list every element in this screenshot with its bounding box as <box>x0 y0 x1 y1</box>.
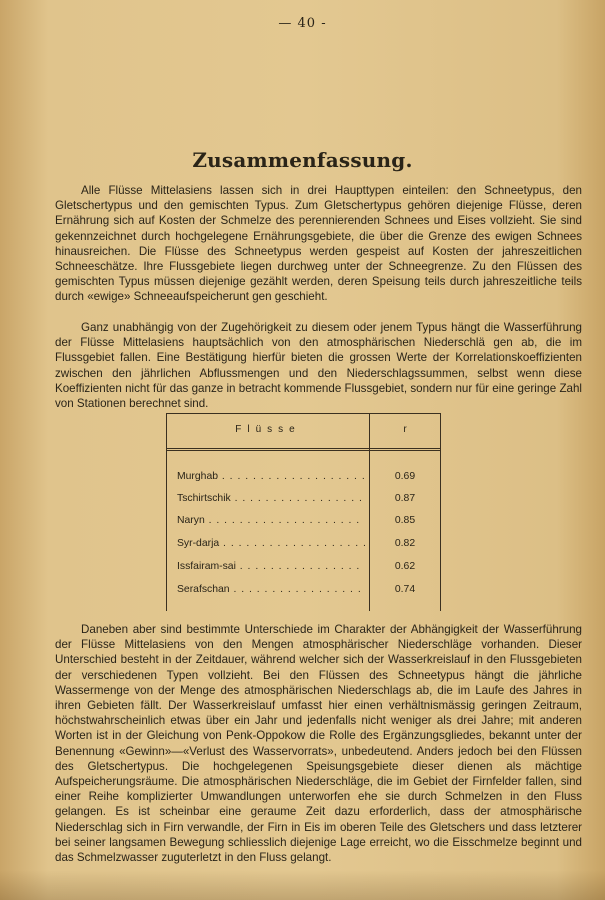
river-name: Syr-darja . . . <box>177 538 365 549</box>
paragraph-3: Daneben aber sind bestimmte Unterschiede im Charakter der Abhängigkeit der Wasserführung der Flüsse Mittelasiens von den Mengen atmosphärischer Niederschläge vorhanden. Dieser Unterschied besteht in der Zeitdauer, während welcher sich der Wasserkreislauf in den Flussgebieten der verschiedenen Typen vollzieht. Bei den Flüssen des Schneetypus hängt die jährliche Wassermenge von der Menge des atmosphärischen Niederschlags ab, die im Laufe des Jahres in ihren Gebieten fällt. Der Wasserkreislauf umfasst hier einen verhältnismässig geringen Zeitraum, höchstwahrscheinlich etwas über ein Jahr und jedenfalls nicht weniger als drei Jahre; mit anderen Worten ist in der Gleichung von Penk-Oppokow die Rolle des Ergänzungsgliedes, bekannt unter der Benennung «Gewinn»—«Verlust des Wasservorrats», unbedeutend. Anders jedoch bei den Flüssen des Gletschertypus. Die hochgelegenen Speisungsgebiete dieser dienen als mächtige Aufspeicherungsräume. Die atmosphärischen Niederschläge, die im Gebiet der Firnfelder fallen, sind einer Reihe komplizierter Umwandlungen unterworfen ehe sie durch Schmelzen in den Fluss gelangen. Es ist scheinbar eine geraume Zeit dazu erforderlich, dass der atmosphärische Niederschlag sich in Firn verwandle, der Firn in Eis im oberen Teile des Gletschers und dass letzterer bei seiner langsamen Bewegung schliesslich diejenige Lage erreicht, wo die Eisschmelze beginnt und das Schmelzwasser zuguterletzt in den Fluss gelangt. <box>55 623 582 865</box>
river-name: Serafschan . . . <box>177 584 365 595</box>
river-r-value: 0.74 <box>394 584 416 595</box>
table-header-rule <box>167 448 440 451</box>
table-header-r: r <box>403 424 407 435</box>
table-row <box>167 493 440 513</box>
river-r-value: 0.62 <box>394 561 416 572</box>
page-title: Zusammenfassung. <box>192 148 413 172</box>
river-name: Murghab . . . <box>177 471 365 482</box>
table-row <box>167 471 440 491</box>
page-number: — 40 - <box>278 16 327 31</box>
correlation-table <box>166 413 441 611</box>
river-r-value: 0.82 <box>394 538 416 549</box>
table-row <box>167 538 440 558</box>
table-row <box>167 584 440 604</box>
river-r-value: 0.69 <box>394 471 416 482</box>
paragraph-1: Alle Flüsse Mittelasiens lassen sich in drei Haupttypen einteilen: den Schneetypus, den Gletschertypus und den gemischten Typus. Zum Gletschertypus gehören diejenige Flüsse, deren Ernährung sich auf Kosten der Schmelze des perennierenden Schnees und Eises vollzieht. Sie sind gekennzeichnet durch hochgelegene Ernährungsgebiete, die über die Grenze des ewigen Schnees hinausreichen. Die Flüsse des Schneetypus werden gespeist auf Kosten der jahreszeitlichen Schneeschätze. Ihre Flussgebiete liegen durchweg unter der Schneegrenze. Zu den Flüssen des gemischten Typus müssen diejenige gezählt werden, deren Speisung teils durch jahreszeitliche teils durch «ewige» Schneeaufspeicherunt gen geschieht. <box>55 184 582 304</box>
table-row <box>167 515 440 535</box>
table-header-rivers: Flüsse <box>235 424 301 435</box>
table-row <box>167 561 440 581</box>
river-r-value: 0.85 <box>394 515 416 526</box>
river-r-value: 0.87 <box>394 493 416 504</box>
river-name: Issfairam-sai . . . <box>177 561 365 572</box>
paragraph-2: Ganz unabhängig von der Zugehörigkeit zu diesem oder jenem Typus hängt die Wasserführung der Flüsse Mittelasiens hauptsächlich von den atmosphärischen Niederschlä gen ab, die im Flussgebiet fallen. Eine Bestätigung hierfür bieten die grossen Werte der Korrelationskoeffizienten zwischen den jährlichen Abflussmengen und den Niederschlagssummen, selbst wenn diese Koeffizienten nicht für das ganze in betracht kommende Flussgebiet, sondern nur für eine geringe Zahl von Stationen berechnet sind. <box>55 321 582 411</box>
river-name: Naryn . . . <box>177 515 365 526</box>
river-name: Tschirtschik . . . <box>177 493 365 504</box>
